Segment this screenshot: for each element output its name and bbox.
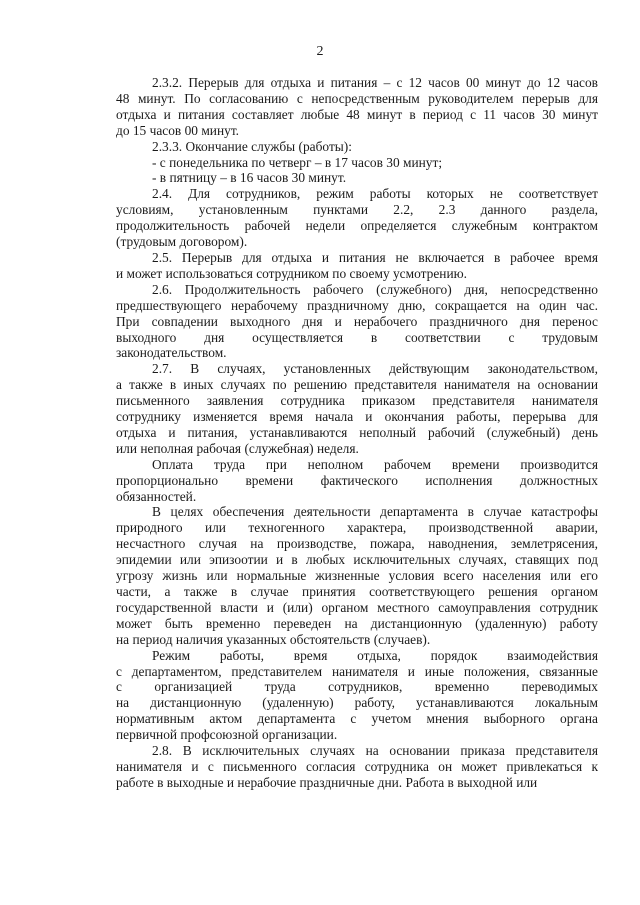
text-line: 2.3.3. Окончание службы (работы): xyxy=(152,138,352,154)
text-line: части, а также в случае принятия соответствующего решения органом xyxy=(116,584,598,599)
paragraph-p-2-3-2 xyxy=(116,75,598,139)
paragraph-p-list-1 xyxy=(116,155,598,171)
text-line: или неполная рабочая (служебная) неделя. xyxy=(116,440,359,456)
paragraph-p-2-6 xyxy=(116,282,598,362)
text-line: При совпадении выходного дня и нерабочего праздничного дня перенос xyxy=(116,313,598,329)
text-line: сотруднику изменяется время начала и окончания работы, перерыва для xyxy=(116,409,598,425)
paragraph-p-celyah xyxy=(116,504,598,647)
text-line: выходного дня осуществляется в соответствии с трудовым xyxy=(116,329,598,345)
text-line: 2.5. Перерыв для отдыха и питания не включается в рабочее время xyxy=(152,249,598,265)
text-line: 2.8. В исключительных случаях на основании приказа представителя xyxy=(152,743,598,759)
text-line: первичной профсоюзной организации. xyxy=(116,727,338,743)
text-line: 48 минут. По согласованию с непосредственным руководителем перерыв для xyxy=(116,90,598,106)
text-line: В целях обеспечения деятельности департамента в случае катастрофы xyxy=(152,504,598,520)
text-line: а также в иных случаях по решению представителя нанимателя на основании xyxy=(116,377,598,393)
text-line: отдыха и питания, устанавливаются неполный рабочий (служебный) день xyxy=(116,424,598,440)
paragraph-p-oplata xyxy=(116,457,598,505)
text-line: - с понедельника по четверг – в 17 часов 30 минут; xyxy=(152,154,443,170)
text-line: эпидемии или эпизоотии и в любых исключительных случаях, ставящих под xyxy=(116,552,598,568)
text-line: Оплата труда при неполном рабочем времени производится xyxy=(152,456,598,472)
text-line: 2.3.2. Перерыв для отдыха и питания – с 12 часов 00 минут до 12 часов xyxy=(152,75,598,90)
paragraph-p-2-7 xyxy=(116,361,598,456)
paragraph-p-list-2 xyxy=(116,170,598,186)
text-line: письменного заявления сотрудника приказом представителя нанимателя xyxy=(116,393,598,409)
paragraph-p-2-5 xyxy=(116,250,598,282)
text-line: - в пятницу – в 16 часов 30 минут. xyxy=(152,170,347,186)
text-line: угрозу жизнь или нормальные жизненные условия всего населения или его xyxy=(116,568,598,584)
paragraph-p-2-4 xyxy=(116,186,598,250)
text-line: несчастного случая на производстве, пожара, наводнения, землетрясения, xyxy=(116,536,598,552)
text-line: нанимателя и с письменного согласия сотрудника он может привлекаться к xyxy=(116,758,598,774)
text-line: предшествующего нерабочему праздничному дню, сокращается на один час. xyxy=(116,297,598,313)
text-line: с организацией труда сотрудников, временно переводимых xyxy=(116,679,598,695)
document-body xyxy=(116,75,598,791)
text-line: продолжительность рабочей недели определяется служебным контрактом xyxy=(116,218,598,234)
text-line: работе в выходные и нерабочие праздничные дни. Работа в выходной или xyxy=(116,774,538,790)
text-line: условиям, установленным пунктами 2.2, 2.3 данного раздела, xyxy=(116,202,598,218)
text-line: законодательством. xyxy=(116,345,227,361)
text-line: пропорционально времени фактического исполнения должностных xyxy=(116,472,598,488)
text-line: отдыха и питания составляет любые 48 минут в период с 11 часов 30 минут xyxy=(116,106,598,122)
text-line: 2.4. Для сотрудников, режим работы которых не соответствует xyxy=(152,186,598,202)
text-line: на дистанционную (удаленную) работу, устанавливаются локальным xyxy=(116,695,598,711)
text-line: государственной власти и (или) органом местного самоуправления сотрудник xyxy=(116,599,598,615)
text-line: с департаментом, представителем нанимателя и иные положения, связанные xyxy=(116,663,598,679)
paragraph-p-2-3-3 xyxy=(116,139,598,155)
text-line: нормативным актом департамента с учетом мнения выборного органа xyxy=(116,711,598,727)
text-line: (трудовым договором). xyxy=(116,234,248,250)
text-line: обязанностей. xyxy=(116,488,197,504)
page-number: 2 xyxy=(316,44,324,59)
text-line: 2.6. Продолжительность рабочего (служебного) дня, непосредственно xyxy=(152,281,598,297)
text-line: на период наличия указанных обстоятельств (случаев). xyxy=(116,631,431,647)
paragraph-p-2-8 xyxy=(116,743,598,791)
text-line: может быть временно переведен на дистанционную (удаленную) работу xyxy=(116,615,598,631)
text-line: 2.7. В случаях, установленных действующим законодательством, xyxy=(152,361,598,377)
text-line: до 15 часов 00 минут. xyxy=(116,122,240,138)
text-line: Режим работы, время отдыха, порядок взаимодействия xyxy=(152,647,598,663)
paragraph-p-rezhim xyxy=(116,648,598,743)
text-line: и может использоваться сотрудником по своему усмотрению. xyxy=(116,265,467,281)
text-line: природного или техногенного характера, производственной аварии, xyxy=(116,520,598,536)
